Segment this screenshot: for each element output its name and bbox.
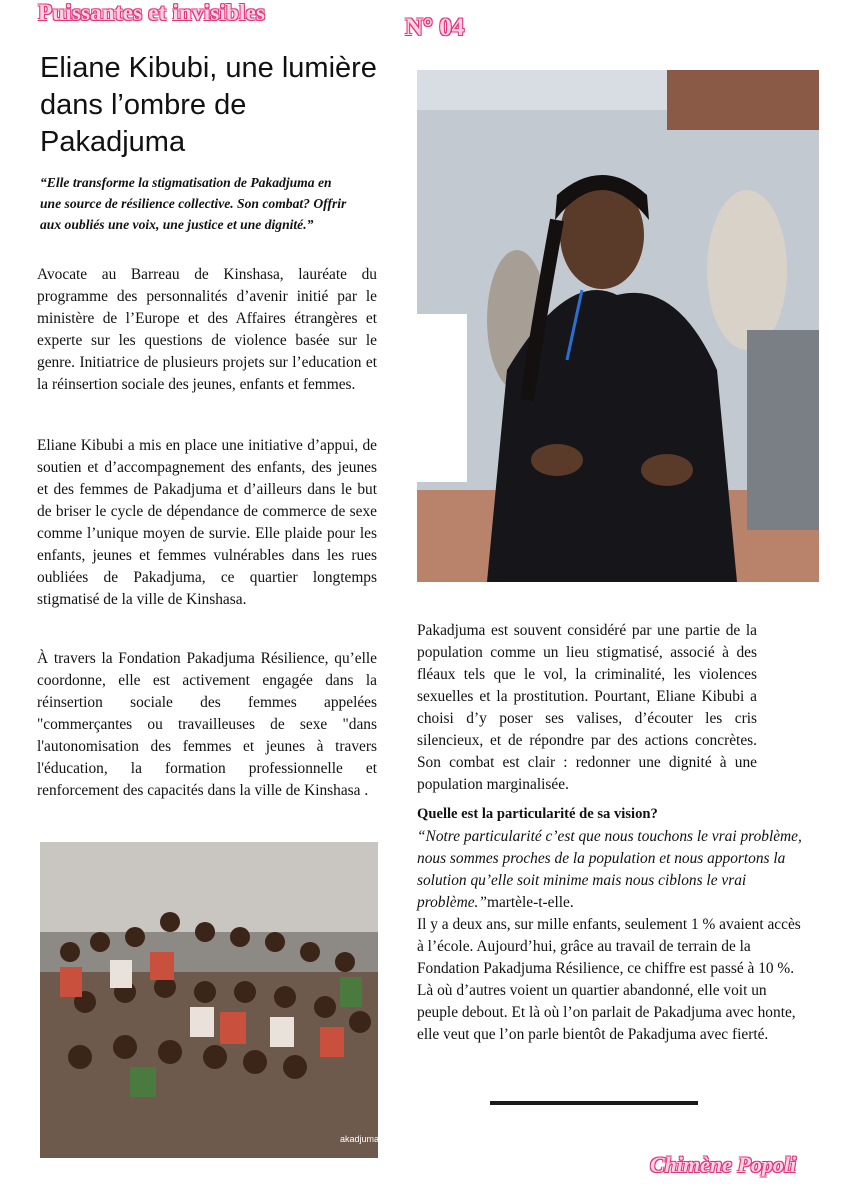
closing-divider (490, 1101, 698, 1105)
paragraph-statistics: Il y a deux ans, sur mille enfants, seulement 1 % avaient accès à l’école. Aujourd’hui, grâce au travail de terrain de la Fondation Pakadjuma Résilience, ce chiffre est passé à 10 %. (417, 916, 801, 977)
photo-watermark: akadjuma résilience (340, 1134, 420, 1144)
author-signature: Chimène Popoli (650, 1152, 797, 1177)
children-group-illustration (40, 842, 420, 1158)
paragraph-conclusion: Là où d’autres voient un quartier abandonné, elle voit un peuple debout. Et là où l’on parlait de Pakadjuma avec honte, elle veut que l’on parle bientôt de Pakadjuma avec fierté. (417, 982, 796, 1043)
article-title: Eliane Kibubi, une lumière dans l’ombre de Pakadjuma (40, 52, 377, 158)
rubric-title: Puissantes et invisibles (38, 0, 266, 25)
paragraph-bio: Avocate au Barreau de Kinshasa, lauréate du programme des personnalités d’avenir initié par le ministère de l’Europe et des Affaires étrangères et experte sur les questions de violence basée sur le genre. Initiatrice de plusieurs projets sur l’education et la réinsertion sociale des jeunes, enfants et femmes. (37, 266, 377, 393)
portrait-photo (417, 70, 819, 582)
children-group-photo (40, 842, 420, 1158)
quote-attribution: martèle-t-elle. (486, 894, 574, 911)
paragraph-pakadjuma: Pakadjuma est souvent considéré par une partie de la population comme un lieu stigmatisé, associé à des fléaux tels que le vol, la criminalité, les violences sexuelles et la prostitution. Pourtant, Eliane Kibubi a choisi d’y poser ses valises, d’écouter les cris silencieux, et de répondre par des actions concrètes. Son combat est clair : redonner une dignité à une population marginalisée. (417, 622, 757, 793)
portrait-illustration (417, 70, 819, 582)
paragraph-initiative: Eliane Kibubi a mis en place une initiative d’appui, de soutien et d’accompagnement des enfants, des jeunes et des femmes de Pakadjuma et d’ailleurs dans le but de briser le cycle de dépendance de commerce de sexe comme l’unique moyen de survie. Elle plaide pour les enfants, jeunes et femmes vulnérables dans les rues oubliées de Pakadjuma, ce quartier longtemps stigmatisé de la ville de Kinshasa. (37, 437, 377, 608)
article-lede: “Elle transforme la stigmatisation de Pakadjuma en une source de résilience collective. Son combat? Offrir aux oubliés une voix, une justice et une dignité.” (40, 175, 347, 232)
paragraph-foundation: À travers la Fondation Pakadjuma Résilience, qu’elle coordonne, elle est activement engagée dans la réinsertion sociale des femmes appelées "commerçantes ou travailleuses de sexe "dans l'autonomisation des femmes et jeunes à travers l'éducation, la formation professionnelle et renforcement des capacités dans la ville de Kinshasa . (37, 650, 377, 799)
paragraph-vision (417, 826, 802, 1046)
question-heading: Quelle est la particularité de sa vision? (417, 806, 658, 822)
issue-number: N° 04 (405, 14, 465, 41)
photo-inset-cutout (417, 314, 467, 482)
vision-quote: “Notre particularité c’est que nous touchons le vrai problème, nous sommes proches de la population et nous apportons la solution qu’elle soit minime mais nous ciblons le vrai problème.” (417, 828, 802, 911)
